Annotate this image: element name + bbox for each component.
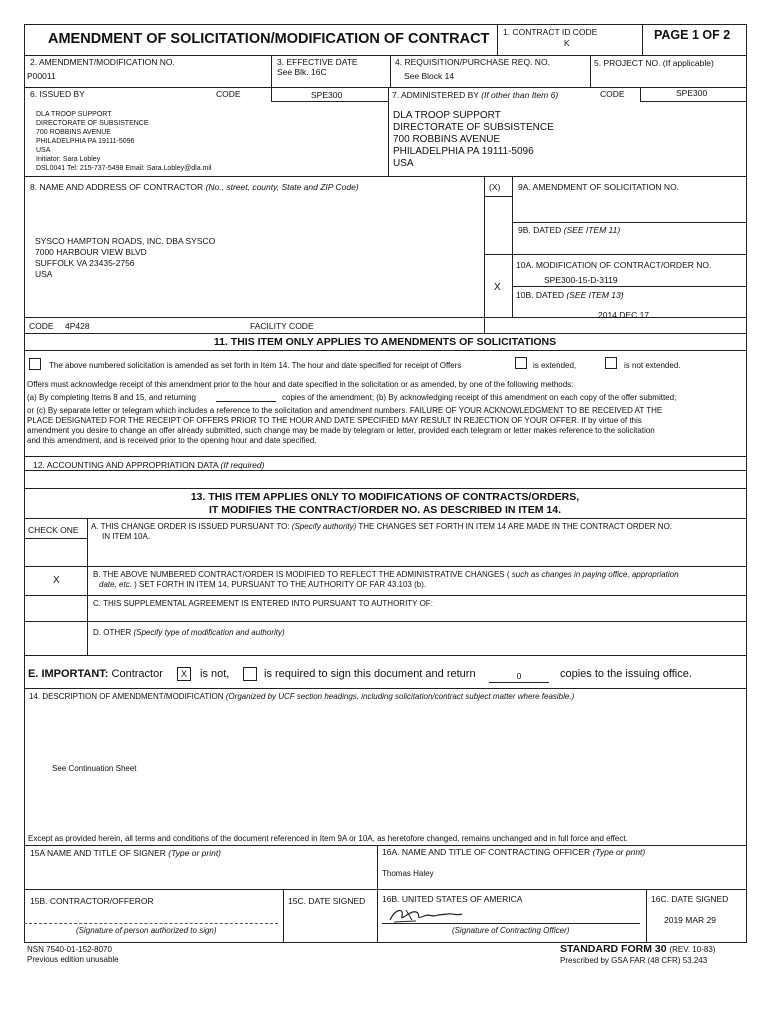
item13-a: A. THIS CHANGE ORDER IS ISSUED PURSUANT TO: (Specify authority) THE CHANGES SET FORTH IN ITEM 14 ARE MADE IN THE CONTRACT ORDER NO. IN ITEM 10A. bbox=[91, 522, 673, 541]
item11-para3: or (c) By separate letter or telegram which includes a reference to the solicitation and amendment numbers. FAILURE OF YOUR ACKNOWLEDGMENT TO BE RECEIVED AT THE PLACE DESIGNATED FOR THE RECEIPT OF OFFERS PRIOR TO THE HOUR AND DATE SPECIFIED MAY RESULT IN REJECTION OF YOUR OFFER. If by virtue of this amendment you desire to change an offer already submitted, such change may be made by telegram or letter, provided each telegram or letter makes reference to the solicitation and this amendment, and is received prior to the opening hour and date specified. bbox=[27, 406, 663, 445]
item13-c: C. THIS SUPPLEMENTAL AGREEMENT IS ENTERED INTO PURSUANT TO AUTHORITY OF: bbox=[93, 599, 433, 608]
issued-by-address: DLA TROOP SUPPORT DIRECTORATE OF SUBSISTENCE 700 ROBBINS AVENUE PHILADELPHIA PA 19111-5096 USA Initiator: Sara Lobley DSL0041 Tel: 215-737-5498 Email: Sara.Lobley@dla.mil bbox=[36, 111, 212, 172]
page-number: PAGE 1 OF 2 bbox=[654, 28, 731, 42]
officer-signature-image bbox=[386, 904, 466, 926]
form-border-top bbox=[24, 24, 746, 25]
is-not-label: is not, bbox=[200, 668, 230, 680]
item13-b: B. THE ABOVE NUMBERED CONTRACT/ORDER IS MODIFIED TO REFLECT THE ADMINISTRATIVE CHANGES ( such as changes in paying office, appropriation date, etc. ) SET FORTH IN ITEM 14, PURSUANT TO THE AUTHORITY OF FAR 43.103 (b). bbox=[93, 570, 679, 589]
admin-code-value: SPE300 bbox=[676, 88, 708, 98]
sig-15b-caption: (Signature of person authorized to sign) bbox=[76, 926, 217, 935]
solicitation-checkbox[interactable] bbox=[29, 358, 41, 370]
label-16a: 16A. NAME AND TITLE OF CONTRACTING OFFICER (Type or print) bbox=[382, 847, 646, 857]
item14-body: See Continuation Sheet bbox=[52, 764, 137, 773]
administered-by-address: DLA TROOP SUPPORT DIRECTORATE OF SUBSISTENCE 700 ROBBINS AVENUE PHILADELPHIA PA 19111-5096 USA bbox=[393, 110, 554, 169]
administered-by-label: 7. ADMINISTERED BY (If other than Item 6) bbox=[392, 90, 559, 100]
contractor-signature-line[interactable] bbox=[24, 923, 278, 924]
is-required-checkbox[interactable] bbox=[243, 667, 257, 681]
item13-heading: 13. THIS ITEM APPLIES ONLY TO MODIFICATIONS OF CONTRACTS/ORDERS, IT MODIFIES THE CONTRACT/ORDER NO. AS DESCRIBED IN ITEM 14. bbox=[190, 491, 580, 516]
contract-id-label: 1. CONTRACT ID CODE bbox=[503, 27, 598, 37]
item12-label: 12. ACCOUNTING AND APPROPRIATION DATA (If required) bbox=[33, 460, 265, 470]
value-10b: 2014 DEC 17 bbox=[598, 310, 650, 320]
label-15c: 15C. DATE SIGNED bbox=[288, 896, 366, 906]
item11-heading: 11. THIS ITEM ONLY APPLIES TO AMENDMENTS OF SOLICITATIONS bbox=[213, 336, 557, 348]
extended-label: is extended, bbox=[533, 361, 577, 370]
copies-blank[interactable] bbox=[216, 401, 276, 402]
contract-id-value: K bbox=[564, 38, 570, 48]
copies-tail: copies to the issuing office. bbox=[560, 668, 692, 680]
label-9b: 9B. DATED (SEE ITEM 11) bbox=[518, 225, 621, 235]
label-10b: 10B. DATED (SEE ITEM 13) bbox=[516, 290, 624, 300]
is-required-label: is required to sign this document and return bbox=[264, 668, 476, 680]
code-value: 4P428 bbox=[65, 321, 90, 331]
item11-para2a: (a) By completing Items 8 and 15, and returning bbox=[27, 393, 196, 402]
date-16c: 2019 MAR 29 bbox=[664, 915, 716, 925]
contractor-label: 8. NAME AND ADDRESS OF CONTRACTOR (No., street, county, State and ZIP Code) bbox=[30, 182, 359, 192]
item11-para1: Offers must acknowledge receipt of this amendment prior to the hour and date specified in the solicitation or as amended, by one of the following methods: bbox=[27, 380, 574, 389]
standard-form-label: STANDARD FORM 30 (REV. 10-83) bbox=[560, 943, 716, 955]
requisition-value: See Block 14 bbox=[404, 71, 455, 81]
is-not-checkbox[interactable]: X bbox=[177, 667, 191, 681]
admin-code-label: CODE bbox=[600, 89, 625, 99]
item14-label: 14. DESCRIPTION OF AMENDMENT/MODIFICATION (Organized by UCF section headings, including solicitation/contract subject matter where feasible.) bbox=[29, 692, 575, 701]
x-column-header: (X) bbox=[489, 182, 501, 192]
contractor-address: SYSCO HAMPTON ROADS, INC. DBA SYSCO 7000 HARBOUR VIEW BLVD SUFFOLK VA 23435-2756 USA bbox=[35, 236, 216, 279]
x-mark-10: X bbox=[494, 282, 501, 293]
label-9a: 9A. AMENDMENT OF SOLICITATION NO. bbox=[518, 182, 680, 192]
not-extended-checkbox[interactable] bbox=[605, 357, 617, 369]
label-16b: 16B. UNITED STATES OF AMERICA bbox=[382, 894, 523, 904]
label-10a: 10A. MODIFICATION OF CONTRACT/ORDER NO. bbox=[516, 260, 712, 270]
important-lead: E. IMPORTANT: Contractor bbox=[28, 668, 163, 680]
not-extended-label: is not extended. bbox=[624, 361, 681, 370]
nsn: NSN 7540-01-152-8070 bbox=[27, 945, 112, 954]
item13-d: D. OTHER (Specify type of modification and authority) bbox=[93, 628, 285, 637]
issued-code-label: CODE bbox=[216, 89, 241, 99]
project-no-label: 5. PROJECT NO. (If applicable) bbox=[594, 58, 714, 68]
prescribed-by: Prescribed by GSA FAR (48 CFR) 53.243 bbox=[560, 956, 708, 965]
amendment-no-label: 2. AMENDMENT/MODIFICATION NO. bbox=[30, 57, 175, 67]
issued-by-label: 6. ISSUED BY bbox=[30, 89, 85, 99]
x-mark-13b: X bbox=[53, 575, 60, 586]
facility-code-label: FACILITY CODE bbox=[250, 321, 314, 331]
issued-code-value: SPE300 bbox=[311, 90, 343, 100]
check-one-label: CHECK ONE bbox=[28, 525, 79, 535]
form-border-left bbox=[24, 24, 25, 943]
label-15b: 15B. CONTRACTOR/OFFEROR bbox=[30, 896, 154, 906]
code-label: CODE bbox=[29, 321, 54, 331]
copies-field[interactable]: 0 bbox=[489, 671, 549, 683]
label-16c: 16C. DATE SIGNED bbox=[651, 894, 729, 904]
sig-16b-caption: (Signature of Contracting Officer) bbox=[452, 926, 570, 935]
item11-para2b: copies of the amendment; (b) By acknowledging receipt of this amendment on each copy of the offer submitted; bbox=[282, 393, 677, 402]
officer-name: Thomas Haley bbox=[382, 869, 434, 878]
item11-line1: The above numbered solicitation is amended as set forth in Item 14. The hour and date specified for receipt of Offers bbox=[49, 361, 462, 370]
effective-date-value: See Blk. 16C bbox=[277, 67, 327, 77]
extended-checkbox[interactable] bbox=[515, 357, 527, 369]
form-border-right bbox=[746, 24, 747, 943]
form-title: AMENDMENT OF SOLICITATION/MODIFICATION OF CONTRACT bbox=[48, 31, 490, 47]
effective-date-label: 3. EFFECTIVE DATE bbox=[277, 57, 358, 67]
label-15a: 15A NAME AND TITLE OF SIGNER (Type or print) bbox=[30, 848, 222, 858]
previous-edition: Previous edition unusable bbox=[27, 955, 119, 964]
amendment-no-value: P00011 bbox=[27, 71, 56, 81]
value-10a: SPE300-15-D-3119 bbox=[544, 275, 618, 285]
except-statement: Except as provided herein, all terms and conditions of the document referenced in Item 9A or 10A, as heretofore changed, remains unchanged and in full force and effect. bbox=[28, 834, 628, 843]
requisition-label: 4. REQUISITION/PURCHASE REQ. NO. bbox=[395, 57, 550, 67]
